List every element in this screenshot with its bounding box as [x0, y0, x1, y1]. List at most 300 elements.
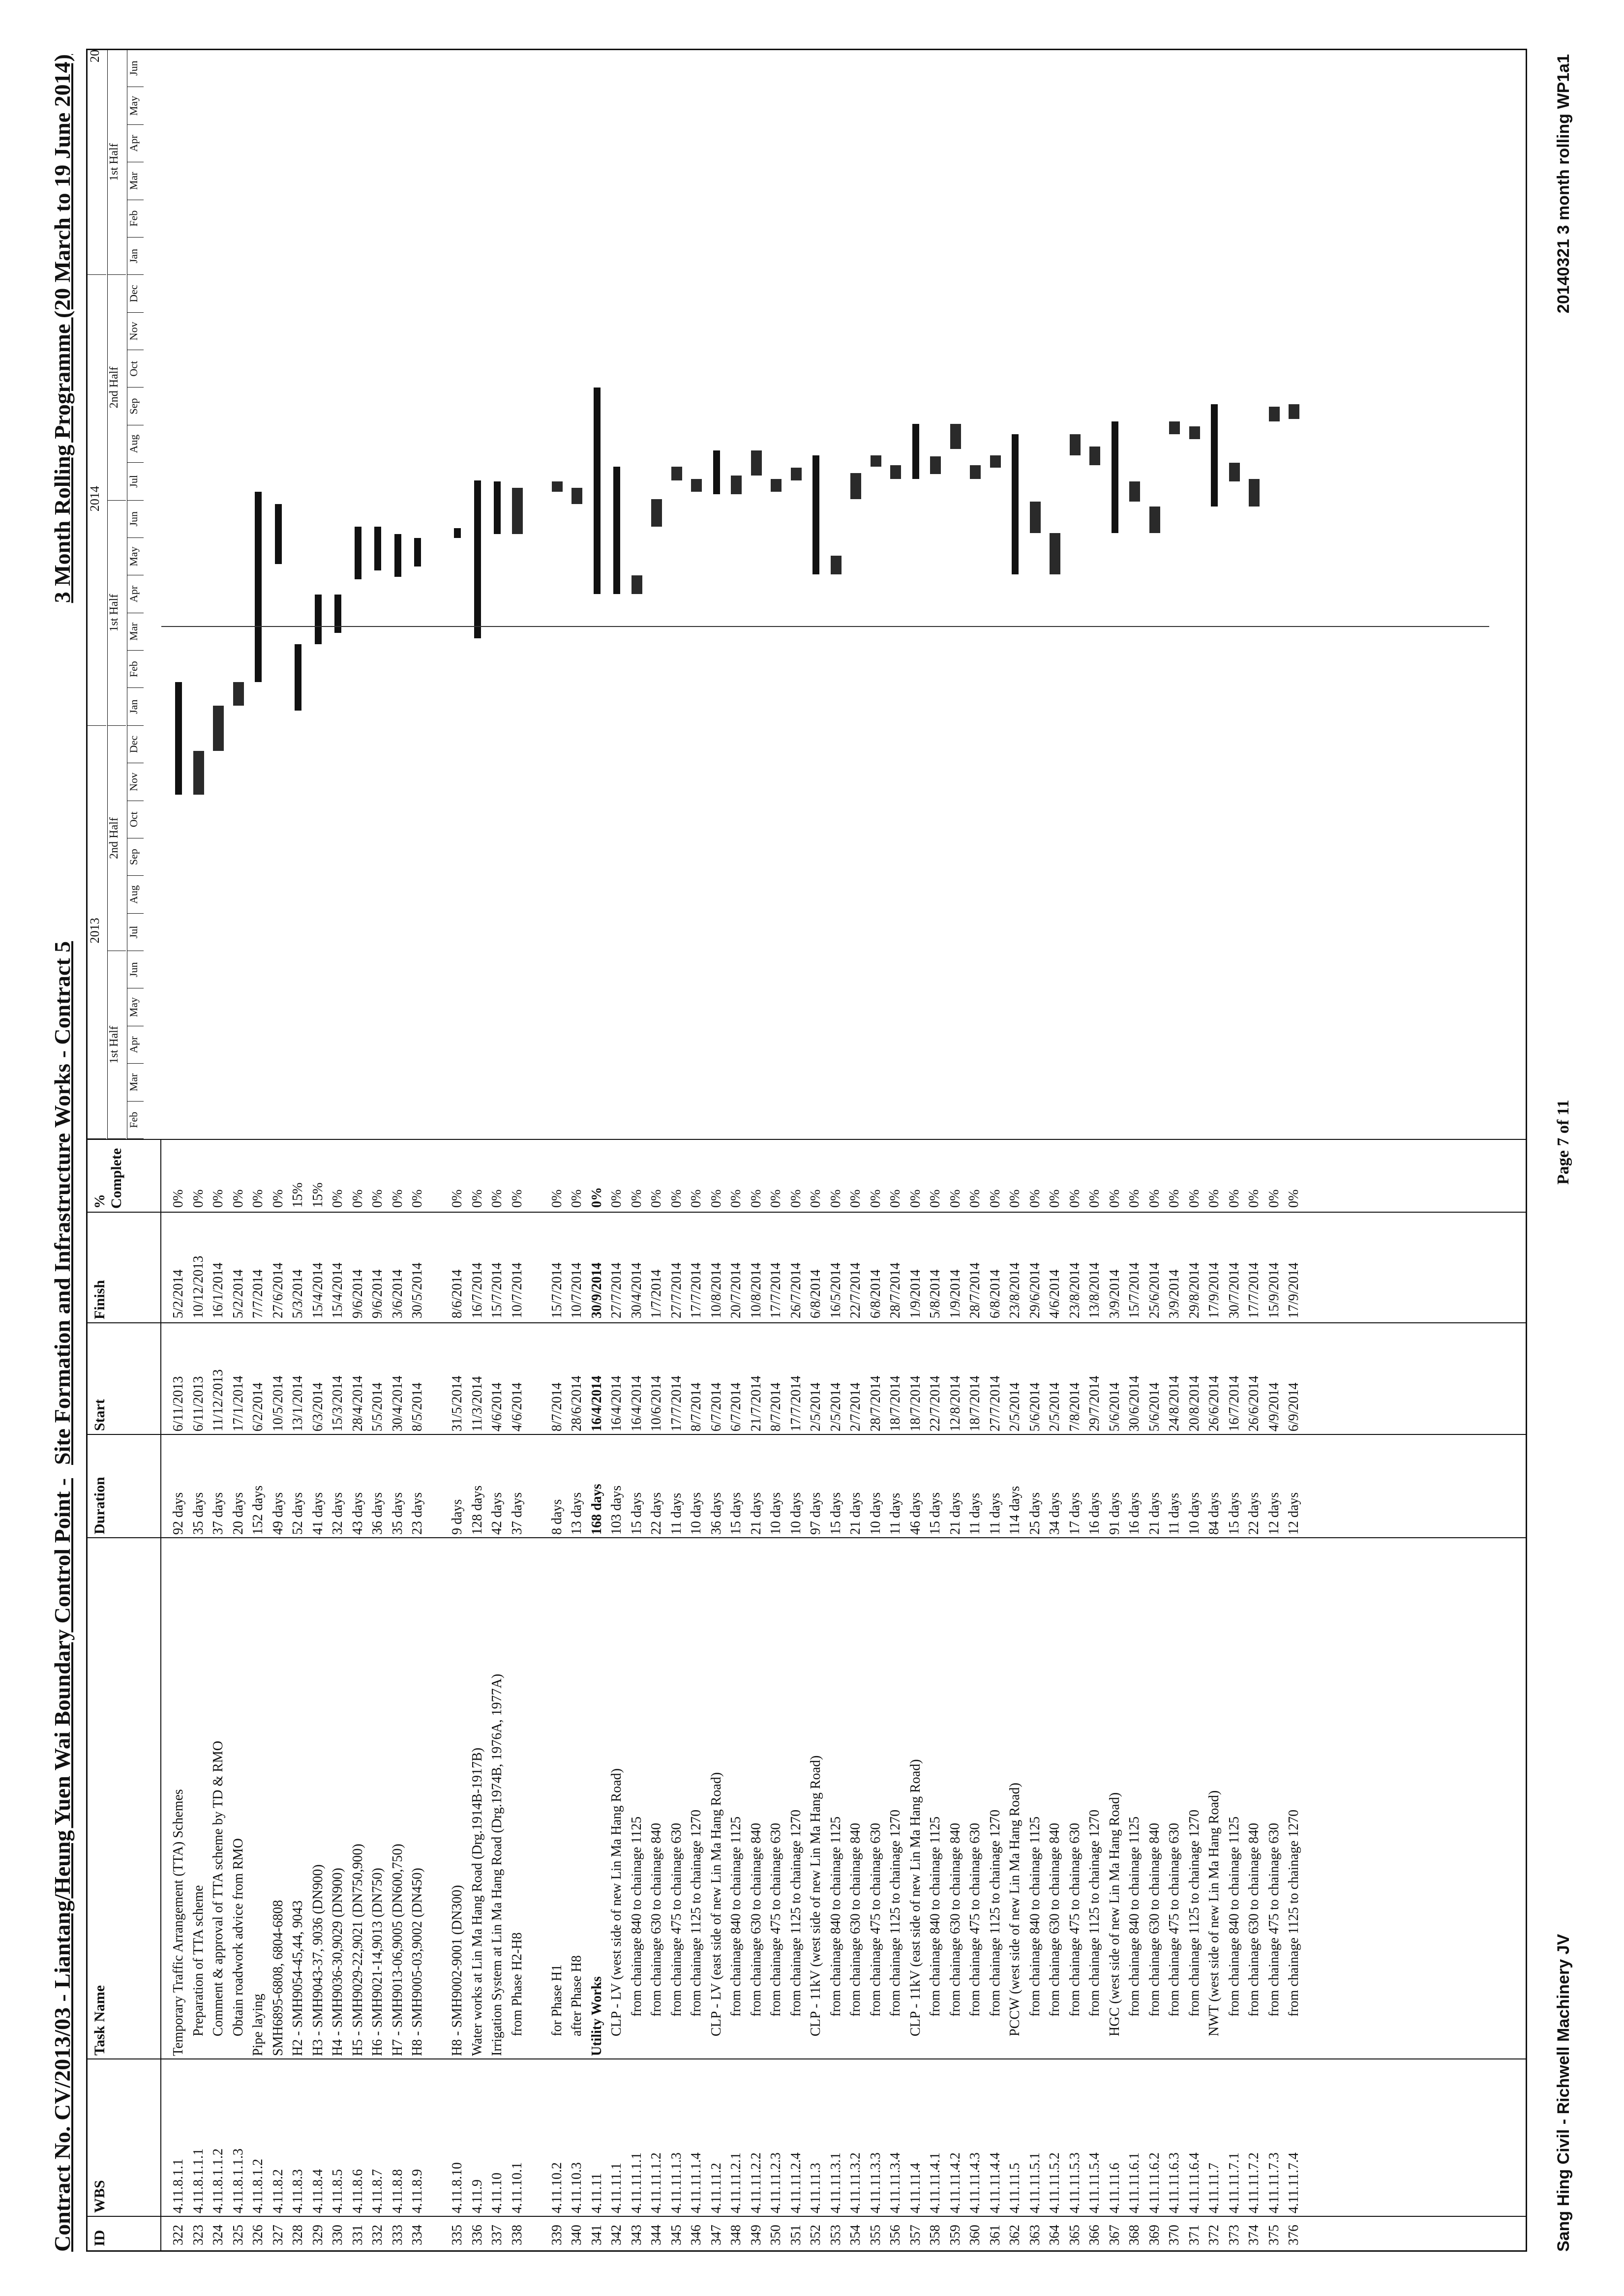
row-duration: 12 days — [1266, 1492, 1282, 1535]
row-wbs: 4.11.11.2 — [708, 2163, 724, 2213]
row-duration: 92 days — [171, 1492, 186, 1535]
gantt-bar — [912, 424, 919, 479]
row-task-name: from Phase H2-H8 — [509, 1932, 525, 2036]
row-task-name: H8 - SMH9005-03,9002 (DN450) — [410, 1868, 425, 2056]
gantt-bar — [552, 481, 563, 491]
gantt-area — [161, 50, 1526, 1139]
row-complete: 0% — [1186, 1189, 1202, 1208]
row-start: 28/4/2014 — [350, 1375, 365, 1431]
row-start: 8/7/2014 — [549, 1382, 565, 1431]
row-wbs: 4.11.11.4.4 — [987, 2152, 1003, 2213]
row-complete: 0% — [907, 1189, 923, 1208]
row-finish: 23/8/2014 — [1067, 1262, 1083, 1318]
month-label: Aug — [127, 876, 144, 913]
row-finish: 27/7/2014 — [668, 1262, 684, 1318]
row-finish: 5/3/2014 — [290, 1269, 305, 1318]
row-task-name: from chainage 1125 to chainage 1270 — [788, 1809, 804, 2017]
schedule-table — [86, 49, 1527, 2252]
row-task-name: from chainage 840 to chainage 1125 — [1127, 1816, 1142, 2017]
header-duration: Duration — [88, 1435, 161, 1538]
row-task-name: from chainage 1125 to chainage 1270 — [1286, 1809, 1301, 2017]
row-start: 12/8/2014 — [947, 1375, 963, 1431]
month-label: Aug — [127, 425, 144, 463]
gantt-bar — [1189, 426, 1200, 439]
row-task-name: PCCW (west side of new Lin Ma Hang Road) — [1007, 1783, 1023, 2036]
row-complete: 0% — [1067, 1189, 1083, 1208]
row-start: 24/8/2014 — [1167, 1375, 1182, 1431]
gantt-bar — [871, 455, 881, 467]
row-finish: 10/8/2014 — [748, 1262, 764, 1318]
row-wbs: 4.11.10.1 — [509, 2162, 525, 2213]
row-finish: 16/1/2014 — [211, 1262, 226, 1318]
row-finish: 29/8/2014 — [1186, 1262, 1202, 1318]
gantt-bar — [175, 682, 182, 795]
footer-ref: 20140321 3 month rolling WP1a1 — [1554, 54, 1573, 314]
month-label: Sep — [127, 838, 144, 876]
row-wbs: 4.11.8.9 — [410, 2169, 425, 2213]
row-start: 2/7/2014 — [848, 1382, 863, 1431]
row-wbs: 4.11.8.1.1.1 — [190, 2148, 206, 2213]
row-complete: 0% — [967, 1189, 983, 1208]
row-id: 365 — [1067, 2225, 1083, 2245]
row-finish: 10/7/2014 — [509, 1262, 525, 1318]
table-row — [269, 1189, 289, 2250]
row-complete: 0% — [728, 1189, 744, 1208]
row-start: 16/4/2014 — [589, 1375, 604, 1431]
row-duration: 17 days — [1067, 1492, 1083, 1535]
table-row — [348, 1189, 368, 2250]
row-complete: 0% — [230, 1189, 246, 1208]
row-finish: 1/7/2014 — [649, 1269, 664, 1318]
table-row — [607, 1189, 627, 2250]
row-start: 5/6/2014 — [1027, 1382, 1043, 1431]
row-duration: 22 days — [1246, 1492, 1262, 1535]
row-duration: 43 days — [350, 1492, 365, 1535]
row-finish: 17/7/2014 — [768, 1262, 783, 1318]
row-id: 326 — [250, 2225, 266, 2245]
month-label: Oct — [127, 350, 144, 388]
row-start: 22/7/2014 — [928, 1375, 943, 1431]
gantt-bar — [1112, 421, 1118, 533]
row-finish: 23/8/2014 — [1007, 1262, 1023, 1318]
row-task-name: from chainage 840 to chainage 1125 — [1027, 1816, 1043, 2017]
row-wbs: 4.11.11.1.3 — [668, 2152, 684, 2213]
row-finish: 7/7/2014 — [250, 1269, 266, 1318]
row-duration: 37 days — [509, 1492, 525, 1535]
gantt-bar — [414, 538, 421, 567]
table-row — [209, 1189, 229, 2250]
row-start: 6/9/2014 — [1286, 1382, 1301, 1431]
row-wbs: 4.11.8.7 — [370, 2169, 385, 2213]
gantt-bar — [374, 527, 381, 570]
row-complete: 0% — [609, 1189, 624, 1208]
gantt-bar — [691, 479, 702, 491]
row-id: 347 — [708, 2225, 724, 2245]
gantt-bar — [713, 450, 720, 494]
row-complete: 0% — [569, 1189, 584, 1208]
gantt-bar — [454, 528, 461, 538]
row-id: 338 — [509, 2225, 525, 2245]
row-complete: 0% — [270, 1189, 286, 1208]
row-complete: 0% — [190, 1189, 206, 1208]
row-wbs: 4.11.11.6.2 — [1146, 2152, 1162, 2213]
gantt-bar — [850, 473, 861, 499]
header-id: ID — [88, 2217, 161, 2250]
contract-title: Contract No. CV/2013/03 - Liantang/Heung Yuen Wai Boundary Control Point - — [50, 1478, 75, 2252]
row-complete: 0% — [629, 1189, 644, 1208]
row-task-name: Temporary Traffic Arrangement (TTA) Schemes — [171, 1789, 186, 2056]
row-id: 360 — [967, 2225, 983, 2245]
timescale — [88, 50, 161, 1139]
row-start: 8/7/2014 — [768, 1382, 783, 1431]
row-task-name: from chainage 1125 to chainage 1270 — [888, 1809, 903, 2017]
row-id: 375 — [1266, 2225, 1282, 2245]
row-task-name: from chainage 475 to chainage 630 — [768, 1822, 783, 2017]
row-finish: 17/7/2014 — [1246, 1262, 1262, 1318]
row-id: 349 — [748, 2225, 764, 2245]
gantt-bar — [651, 499, 662, 527]
row-wbs: 4.11.11.4.3 — [967, 2152, 983, 2213]
row-id: 358 — [928, 2225, 943, 2245]
row-task-name: from chainage 475 to chainage 630 — [868, 1822, 883, 2017]
row-duration: 15 days — [728, 1492, 744, 1535]
row-finish: 1/9/2014 — [947, 1269, 963, 1318]
row-finish: 27/6/2014 — [270, 1262, 286, 1318]
row-wbs: 4.11.11.3 — [808, 2163, 823, 2213]
row-duration: 15 days — [828, 1492, 843, 1535]
row-wbs: 4.11.11 — [589, 2173, 604, 2213]
row-id: 329 — [310, 2225, 326, 2245]
row-id: 324 — [211, 2225, 226, 2245]
row-start: 6/7/2014 — [728, 1382, 744, 1431]
row-complete: 0% — [1206, 1189, 1222, 1208]
row-complete: 0% — [828, 1189, 843, 1208]
row-start: 18/7/2014 — [967, 1375, 983, 1431]
month-label: Apr — [127, 125, 144, 162]
row-task-name: Irrigation System at Lin Ma Hang Road (Drg.1974B, 1976A, 1977A) — [489, 1673, 505, 2056]
row-task-name: H2 - SMH9054-45,44, 9043 — [290, 1900, 305, 2056]
year-label: 2013 — [88, 726, 106, 1139]
month-label: Mar — [127, 162, 144, 200]
row-wbs: 4.11.11.3.1 — [828, 2152, 843, 2213]
row-duration: 15 days — [629, 1492, 644, 1535]
month-label: May — [127, 538, 144, 575]
row-duration: 46 days — [907, 1492, 923, 1535]
row-finish: 28/7/2014 — [888, 1262, 903, 1318]
programme-title: 3 Month Rolling Programme (20 March to 19 June 2014) — [50, 54, 75, 603]
row-id: 371 — [1186, 2225, 1202, 2245]
row-duration: 35 days — [390, 1492, 405, 1535]
row-finish: 30/9/2014 — [589, 1262, 604, 1318]
row-duration: 11 days — [888, 1492, 903, 1535]
table-row — [547, 1189, 568, 2250]
row-complete: 0% — [450, 1189, 465, 1208]
row-start: 8/7/2014 — [689, 1382, 704, 1431]
month-label: Jun — [127, 501, 144, 538]
row-task-name: from chainage 630 to chainage 840 — [649, 1822, 664, 2017]
gantt-bar — [632, 575, 642, 594]
row-wbs: 4.11.11.5 — [1007, 2163, 1023, 2213]
row-id: 363 — [1027, 2225, 1043, 2245]
table-row — [1225, 1189, 1245, 2250]
row-wbs: 4.11.10 — [489, 2173, 505, 2213]
gantt-bar — [671, 467, 682, 480]
row-finish: 30/4/2014 — [629, 1262, 644, 1318]
row-id: 333 — [390, 2225, 405, 2245]
row-start: 26/6/2014 — [1206, 1375, 1222, 1431]
row-finish: 29/6/2014 — [1027, 1262, 1043, 1318]
row-id: 373 — [1226, 2225, 1242, 2245]
row-duration: 36 days — [708, 1492, 724, 1535]
row-task-name: Obtain roadwork advice from RMO — [230, 1838, 246, 2036]
status-date-line — [161, 626, 1489, 627]
month-label: Feb — [127, 1102, 144, 1139]
row-wbs: 4.11.10.2 — [549, 2162, 565, 2213]
month-label: Oct — [127, 801, 144, 838]
table-row — [667, 1189, 687, 2250]
row-wbs: 4.11.11.1.4 — [689, 2152, 704, 2213]
row-duration: 32 days — [330, 1492, 345, 1535]
row-start: 17/7/2014 — [668, 1375, 684, 1431]
row-finish: 8/6/2014 — [450, 1269, 465, 1318]
task-rows — [169, 1182, 1304, 2250]
month-label: Nov — [127, 763, 144, 801]
row-start: 18/7/2014 — [888, 1375, 903, 1431]
row-wbs: 4.11.11.6.4 — [1186, 2152, 1202, 2213]
row-complete: 0% — [708, 1189, 724, 1208]
month-label: Jun — [127, 50, 144, 87]
row-id: 354 — [848, 2225, 863, 2245]
month-label: Jul — [127, 463, 144, 500]
row-task-name: from chainage 1125 to chainage 1270 — [1186, 1809, 1202, 2017]
row-complete: 0% — [808, 1189, 823, 1208]
row-duration: 97 days — [808, 1492, 823, 1535]
row-start: 27/7/2014 — [987, 1375, 1003, 1431]
row-wbs: 4.11.8.2 — [270, 2169, 286, 2213]
row-complete: 0% — [549, 1189, 565, 1208]
row-task-name: from chainage 630 to chainage 840 — [1246, 1822, 1262, 2017]
row-task-name: for Phase H1 — [549, 1964, 565, 2036]
table-row — [1105, 1189, 1125, 2250]
row-complete: 0% — [748, 1189, 764, 1208]
row-complete: 0% — [589, 1187, 604, 1208]
row-finish: 17/9/2014 — [1206, 1262, 1222, 1318]
row-complete: 0% — [868, 1189, 883, 1208]
row-duration: 22 days — [649, 1492, 664, 1535]
row-task-name: from chainage 630 to chainage 840 — [748, 1822, 764, 2017]
row-finish: 15/9/2014 — [1266, 1262, 1282, 1318]
row-wbs: 4.11.10.3 — [569, 2162, 584, 2213]
row-wbs: 4.11.11.6.3 — [1167, 2152, 1182, 2213]
row-complete: 0% — [928, 1189, 943, 1208]
table-row — [726, 1189, 747, 2250]
row-id: 372 — [1206, 2225, 1222, 2245]
row-finish: 3/9/2014 — [1167, 1269, 1182, 1318]
row-start: 4/6/2014 — [509, 1382, 525, 1431]
row-finish: 6/8/2014 — [868, 1269, 883, 1318]
table-row — [468, 1189, 488, 2250]
row-task-name: NWT (west side of new Lin Ma Hang Road) — [1206, 1790, 1222, 2036]
row-finish: 5/2/2014 — [230, 1269, 246, 1318]
row-start: 2/5/2014 — [1047, 1382, 1062, 1431]
gantt-bar — [494, 481, 501, 534]
row-task-name: CLP - 11kV (east side of new Lin Ma Hang Road) — [907, 1759, 923, 2036]
row-id: 336 — [469, 2225, 485, 2245]
row-duration: 23 days — [410, 1492, 425, 1535]
table-row — [1284, 1189, 1304, 2250]
row-duration: 128 days — [469, 1485, 485, 1535]
row-wbs: 4.11.11.5.4 — [1087, 2152, 1102, 2213]
gantt-bar — [213, 706, 224, 751]
row-duration: 8 days — [549, 1499, 565, 1535]
row-start: 6/11/2013 — [190, 1376, 206, 1431]
row-complete: 0% — [509, 1189, 525, 1208]
row-wbs: 4.11.11.5.2 — [1047, 2152, 1062, 2213]
row-duration: 16 days — [1087, 1492, 1102, 1535]
table-row — [189, 1189, 209, 2250]
row-complete: 0% — [689, 1189, 704, 1208]
row-finish: 6/8/2014 — [987, 1269, 1003, 1318]
gantt-bar — [970, 465, 981, 479]
gantt-bar — [1211, 404, 1218, 507]
row-task-name: H6 - SMH9021-14,9013 (DN750) — [370, 1868, 385, 2056]
header-complete: % Complete — [88, 1140, 161, 1213]
month-label: Feb — [127, 651, 144, 688]
table-row — [1264, 1189, 1285, 2250]
row-id: 335 — [450, 2225, 465, 2245]
row-id: 346 — [689, 2225, 704, 2245]
row-start: 20/8/2014 — [1186, 1375, 1202, 1431]
row-start: 11/3/2014 — [469, 1376, 485, 1431]
table-row — [1165, 1189, 1185, 2250]
gantt-bar — [1149, 507, 1160, 533]
row-duration: 52 days — [290, 1492, 305, 1535]
row-task-name: from chainage 630 to chainage 840 — [947, 1822, 963, 2017]
table-row — [826, 1189, 846, 2250]
month-label: Apr — [127, 575, 144, 613]
row-id: 367 — [1107, 2225, 1122, 2245]
row-start: 7/8/2014 — [1067, 1382, 1083, 1431]
gantt-bar — [1269, 407, 1280, 422]
row-finish: 16/5/2014 — [828, 1262, 843, 1318]
footer-page: Page 7 of 11 — [1554, 1100, 1572, 1185]
row-task-name: from chainage 630 to chainage 840 — [1146, 1822, 1162, 2017]
row-wbs: 4.11.11.7.3 — [1266, 2152, 1282, 2213]
gantt-bar — [255, 492, 262, 682]
row-start: 15/3/2014 — [330, 1375, 345, 1431]
row-finish: 3/9/2014 — [1107, 1269, 1122, 1318]
row-start: 30/4/2014 — [390, 1375, 405, 1431]
table-row — [647, 1189, 667, 2250]
row-finish: 17/7/2014 — [689, 1262, 704, 1318]
table-row — [986, 1189, 1006, 2250]
month-label: Mar — [127, 1064, 144, 1101]
row-duration: 34 days — [1047, 1492, 1062, 1535]
row-id: 322 — [171, 2225, 186, 2245]
row-complete: 0% — [1127, 1189, 1142, 1208]
row-start: 4/6/2014 — [489, 1382, 505, 1431]
row-task-name: from chainage 475 to chainage 630 — [1266, 1822, 1282, 2017]
row-finish: 16/7/2014 — [469, 1262, 485, 1318]
gantt-bar — [355, 527, 361, 579]
row-complete: 0% — [1146, 1189, 1162, 1208]
row-duration: 10 days — [768, 1492, 783, 1535]
row-complete: 0% — [489, 1189, 505, 1208]
row-start: 28/6/2014 — [569, 1375, 584, 1431]
row-task-name: Utility Works — [589, 1976, 604, 2056]
row-duration: 11 days — [1167, 1492, 1182, 1535]
table-row — [587, 1187, 607, 2250]
row-task-name: Comment & approval of TTA scheme by TD & RMO — [211, 1741, 226, 2036]
row-task-name: CLP - LV (west side of new Lin Ma Hang Road) — [609, 1768, 624, 2036]
row-wbs: 4.11.8.6 — [350, 2169, 365, 2213]
row-start: 2/5/2014 — [808, 1382, 823, 1431]
row-start: 10/6/2014 — [649, 1375, 664, 1431]
gantt-bar — [1012, 434, 1019, 574]
gantt-bar — [394, 534, 401, 577]
row-complete: 0% — [888, 1189, 903, 1208]
row-id: 352 — [808, 2225, 823, 2245]
table-row — [766, 1189, 786, 2250]
row-id: 323 — [190, 2225, 206, 2245]
row-id: 348 — [728, 2225, 744, 2245]
row-finish: 17/9/2014 — [1286, 1262, 1301, 1318]
gantt-bar — [890, 465, 901, 479]
table-row — [886, 1189, 906, 2250]
row-id: 376 — [1286, 2225, 1301, 2245]
row-complete: 0% — [350, 1189, 365, 1208]
row-finish: 15/7/2014 — [489, 1262, 505, 1318]
table-row — [707, 1189, 727, 2250]
gantt-bar — [233, 682, 244, 706]
row-task-name: from chainage 840 to chainage 1125 — [828, 1816, 843, 2017]
row-complete: 15% — [290, 1182, 305, 1208]
half-label: 2nd Half — [107, 726, 126, 951]
row-finish: 15/4/2014 — [330, 1262, 345, 1318]
row-duration: 15 days — [928, 1492, 943, 1535]
row-wbs: 4.11.11.1.1 — [629, 2152, 644, 2213]
row-wbs: 4.11.8.4 — [310, 2169, 326, 2213]
row-wbs: 4.11.11.6 — [1107, 2163, 1122, 2213]
row-id: 344 — [649, 2225, 664, 2245]
table-row — [806, 1189, 826, 2250]
table-row — [1204, 1189, 1225, 2250]
row-complete: 0% — [390, 1189, 405, 1208]
gantt-bar — [771, 479, 782, 491]
row-id: 325 — [230, 2225, 246, 2245]
gantt-bar — [193, 751, 204, 795]
row-finish: 30/7/2014 — [1226, 1262, 1242, 1318]
row-start: 16/4/2014 — [629, 1375, 644, 1431]
row-wbs: 4.11.9 — [469, 2179, 485, 2213]
gantt-bar — [334, 595, 341, 633]
table-row — [229, 1189, 249, 2250]
table-row — [1185, 1189, 1205, 2250]
row-duration: 10 days — [1186, 1492, 1202, 1535]
row-start: 29/7/2014 — [1087, 1375, 1102, 1431]
gantt-bar — [831, 556, 842, 574]
row-start: 17/1/2014 — [230, 1375, 246, 1431]
row-duration: 9 days — [450, 1499, 465, 1535]
row-duration: 49 days — [270, 1492, 286, 1535]
row-task-name: from chainage 630 to chainage 840 — [848, 1822, 863, 2017]
month-label: Jun — [127, 951, 144, 988]
gantt-bar — [613, 467, 620, 595]
row-finish: 9/6/2014 — [370, 1269, 385, 1318]
row-duration: 16 days — [1127, 1492, 1142, 1535]
row-wbs: 4.11.8.10 — [450, 2162, 465, 2213]
row-id: 374 — [1246, 2225, 1262, 2245]
